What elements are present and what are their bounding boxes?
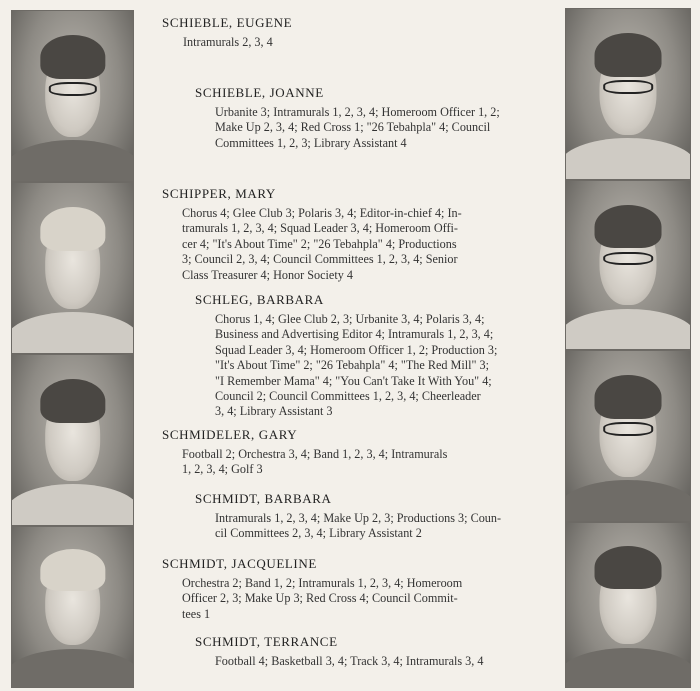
activity-line: Make Up 2, 3, 4; Red Cross 1; "26 Tebahpla" 4; Council xyxy=(215,120,491,135)
student-name: SCHIEBLE, JOANNE xyxy=(195,85,324,100)
activities xyxy=(182,576,542,622)
activity-line: "I Remember Mama" 4; "You Can't Take It With You" 4; xyxy=(215,373,492,388)
portrait-terrance-schmidt xyxy=(565,522,691,688)
portrait-gary-schmideler xyxy=(11,354,134,526)
activities xyxy=(215,511,540,542)
entry-joanne-schieble xyxy=(195,85,540,151)
activities xyxy=(215,312,540,420)
activity-line: tramurals 1, 2, 3, 4; Squad Leader 3, 4; Homeroom Offi- xyxy=(182,221,458,236)
activity-line: Class Treasurer 4; Honor Society 4 xyxy=(182,267,353,282)
activity-line: Chorus 4; Glee Club 3; Polaris 3, 4; Editor-in-chief 4; In- xyxy=(182,206,462,220)
activity-line: 1, 2, 3, 4; Golf 3 xyxy=(182,462,263,477)
activity-line: Squad Leader 3, 4; Homeroom Officer 1, 2; Production 3; xyxy=(215,342,498,357)
portrait-jacqueline-schmidt xyxy=(11,526,134,688)
activity-line: Orchestra 2; Band 1, 2; Intramurals 1, 2, 3, 4; Homeroom xyxy=(182,576,463,590)
entry-mary-schipper xyxy=(162,186,542,283)
activities xyxy=(215,654,540,669)
entry-gary-schmideler xyxy=(162,427,542,478)
entry-jacqueline-schmidt xyxy=(162,556,542,622)
activities xyxy=(182,206,542,283)
activities xyxy=(215,105,540,151)
activities xyxy=(183,35,542,50)
portrait-barbara-schmidt xyxy=(565,350,691,522)
activity-line: "It's About Time" 2; "26 Tebahpla" 4; "The Red Mill" 3; xyxy=(215,358,490,373)
activity-line: Intramurals 1, 2, 3, 4; Make Up 2, 3; Productions 3; Coun- xyxy=(215,511,502,525)
activity-line: Intramurals 2, 3, 4 xyxy=(183,35,273,49)
student-name: SCHMIDELER, GARY xyxy=(162,427,298,442)
activities xyxy=(182,447,542,478)
activity-line: Council 2; Council Committees 1, 2, 3, 4; Cheerleader xyxy=(215,389,481,404)
activity-line: Football 4; Basketball 3, 4; Track 3, 4; Intramurals 3, 4 xyxy=(215,654,484,668)
student-name: SCHMIDT, TERRANCE xyxy=(195,634,338,649)
activity-line: tees 1 xyxy=(182,606,211,621)
entry-terrance-schmidt xyxy=(195,634,540,669)
entry-barbara-schleg xyxy=(195,292,540,420)
portrait-eugene-schieble xyxy=(11,10,134,182)
activity-line: 3, 4; Library Assistant 3 xyxy=(215,404,333,419)
portrait-barbara-schleg xyxy=(565,180,691,350)
portrait-mary-schipper xyxy=(11,182,134,354)
activity-line: 3; Council 2, 3, 4; Council Committees 1, 2, 3, 4; Senior xyxy=(182,252,458,267)
portrait-joanne-schieble xyxy=(565,8,691,180)
student-name: SCHLEG, BARBARA xyxy=(195,292,324,307)
entry-eugene-schieble xyxy=(162,15,542,50)
activity-line: cil Committees 2, 3, 4; Library Assistant 2 xyxy=(215,526,422,541)
activity-line: Business and Advertising Editor 4; Intramurals 1, 2, 3, 4; xyxy=(215,327,494,342)
activity-line: Committees 1, 2, 3; Library Assistant 4 xyxy=(215,135,407,150)
entry-barbara-schmidt xyxy=(195,491,540,542)
student-name: SCHIPPER, MARY xyxy=(162,186,276,201)
student-name: SCHIEBLE, EUGENE xyxy=(162,15,293,30)
activity-line: Football 2; Orchestra 3, 4; Band 1, 2, 3, 4; Intramurals xyxy=(182,447,448,461)
activity-line: Urbanite 3; Intramurals 1, 2, 3, 4; Homeroom Officer 1, 2; xyxy=(215,105,500,119)
student-name: SCHMIDT, JACQUELINE xyxy=(162,556,317,571)
activity-line: cer 4; "It's About Time" 2; "26 Tebahpla" 4; Productions xyxy=(182,236,457,251)
student-name: SCHMIDT, BARBARA xyxy=(195,491,332,506)
activity-line: Officer 2, 3; Make Up 3; Red Cross 4; Council Commit- xyxy=(182,591,458,606)
activity-line: Chorus 1, 4; Glee Club 2, 3; Urbanite 3, 4; Polaris 3, 4; xyxy=(215,312,485,326)
